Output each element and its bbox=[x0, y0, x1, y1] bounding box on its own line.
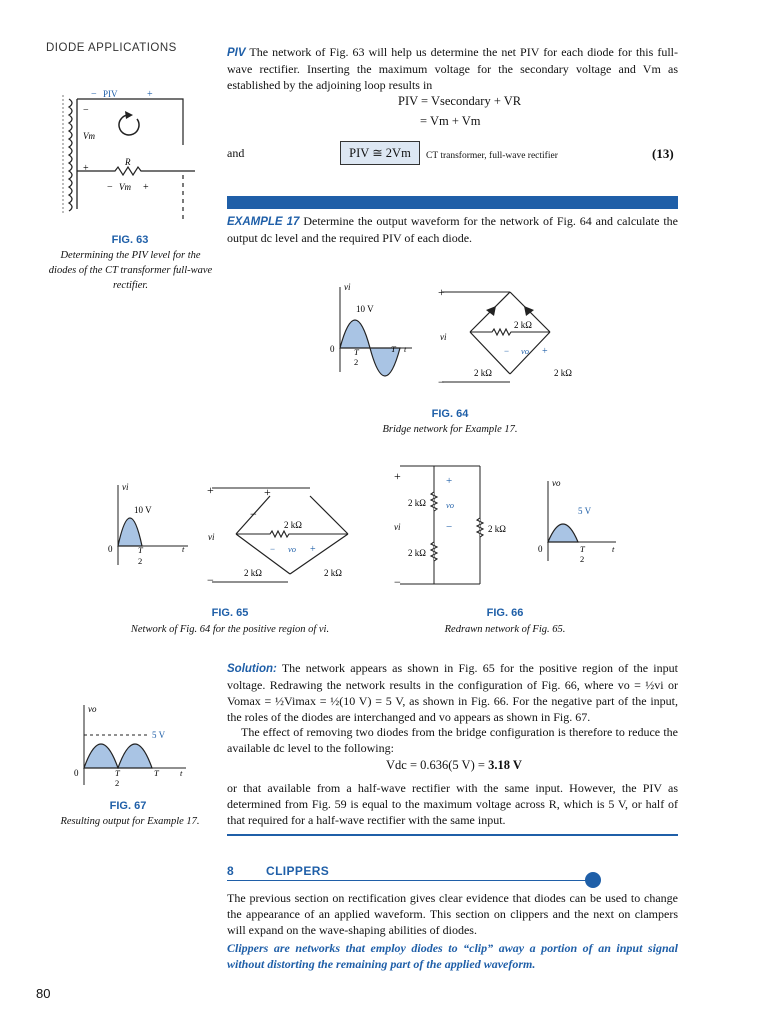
vo-minus: − bbox=[270, 544, 276, 554]
example-bar bbox=[227, 196, 678, 209]
t-half-den: 2 bbox=[138, 556, 143, 566]
minus-in: − bbox=[438, 375, 445, 389]
piv-equation-note: CT transformer, full-wave rectifier bbox=[426, 151, 558, 161]
time-label: t bbox=[404, 344, 407, 354]
piv-paragraph bbox=[227, 44, 678, 93]
and-text: and bbox=[227, 146, 245, 160]
t-half-num: T bbox=[354, 347, 359, 357]
pulse-1 bbox=[84, 744, 118, 768]
fig66-network bbox=[390, 462, 520, 590]
t-half-den: 2 bbox=[580, 554, 585, 564]
plus-in: + bbox=[394, 469, 401, 483]
clippers-emphasis: Clippers are networks that employ diodes to “clip” away a portion of an input signal without distorting the remaining part of the applied waveform. bbox=[227, 941, 678, 971]
vo-label: vo bbox=[446, 500, 455, 510]
vdc-expression: Vdc = 0.636(5 V) = bbox=[386, 758, 489, 772]
fig64-bridge bbox=[430, 282, 590, 392]
piv-text: The network of Fig. 63 will help us determine the net PIV for each diode for this full-wave rectifier. Inserting the maximum voltage for the secondary voltage and Vm as established by the adjoining loop results in bbox=[227, 45, 678, 92]
vdc-equation bbox=[386, 758, 522, 773]
divider bbox=[227, 834, 678, 836]
resistor-3 bbox=[477, 518, 483, 537]
vi-label: vi bbox=[440, 332, 447, 342]
piv-label: PIV bbox=[103, 89, 118, 99]
peak-label: 10 V bbox=[356, 304, 374, 314]
peak-label: 5 V bbox=[152, 730, 166, 740]
vo-minus: − bbox=[446, 521, 453, 533]
fig67-caption: Resulting output for Example 17. bbox=[60, 816, 200, 827]
vi-label: vi bbox=[394, 522, 401, 532]
vm-label: Vm bbox=[83, 131, 95, 141]
vi-label: vi bbox=[208, 532, 215, 542]
vi-label: vi bbox=[344, 282, 351, 292]
positive-half bbox=[118, 518, 142, 546]
clippers-paragraph: The previous section on rectification gives clear evidence that diodes can be used to change the appearance of an applied waveform. This section on clippers and the next on clampers will expand on the wave-shaping abilities of diodes. bbox=[227, 891, 678, 937]
r-right-label: 2 kΩ bbox=[554, 368, 572, 378]
resistor-top bbox=[470, 329, 550, 335]
fig67-label: FIG. 67 bbox=[109, 800, 147, 812]
clippers-title: CLIPPERS bbox=[266, 864, 330, 878]
fig63-circuit bbox=[55, 85, 205, 225]
plus-in: + bbox=[207, 483, 214, 497]
t-label: T bbox=[391, 344, 396, 354]
output-half bbox=[548, 524, 578, 542]
coil-minus: − bbox=[83, 105, 89, 116]
fig63-label: FIG. 63 bbox=[111, 234, 149, 246]
r3-label: 2 kΩ bbox=[488, 524, 506, 534]
fig65-caption: Network of Fig. 64 for the positive region of vi. bbox=[130, 624, 330, 635]
t-half-num: T bbox=[138, 545, 143, 555]
r1-label: 2 kΩ bbox=[408, 498, 426, 508]
piv-boxed-equation: PIV ≅ 2Vm bbox=[340, 141, 420, 165]
zero-label: 0 bbox=[330, 344, 335, 354]
vo-label: vo bbox=[88, 704, 97, 714]
fig66-caption: Redrawn network of Fig. 65. bbox=[444, 624, 566, 635]
equation-number: (13) bbox=[652, 146, 674, 161]
minus-in: − bbox=[394, 575, 401, 589]
vo-label: vo bbox=[552, 478, 561, 488]
section-header: DIODE APPLICATIONS bbox=[46, 42, 177, 54]
peak-label: 10 V bbox=[134, 505, 152, 515]
solution-text-2: The effect of removing two diodes from the bridge configuration is therefore to reduce the available dc level to the following: bbox=[227, 725, 678, 755]
positive-half bbox=[340, 320, 370, 348]
fig65-label: FIG. 65 bbox=[211, 607, 249, 619]
vo-plus: + bbox=[446, 475, 453, 487]
r-top-label: 2 kΩ bbox=[284, 520, 302, 530]
resistor-top bbox=[236, 531, 348, 537]
plus-in: + bbox=[438, 285, 445, 299]
pulse-2 bbox=[118, 744, 152, 768]
time-label: t bbox=[182, 544, 185, 554]
solution-text-3: or that available from a half-wave rectifier with the same input. However, the PIV as determined from Fig. 59 is equal to the maximum voltage across R, which is 5 V, or half of that required for a half-wave rectifier with the same input. bbox=[227, 781, 678, 827]
piv-plus: + bbox=[147, 89, 153, 100]
vo-label: vo bbox=[288, 544, 297, 554]
coil-plus: + bbox=[83, 163, 89, 174]
t-half-den: 2 bbox=[354, 357, 359, 367]
vo-plus: + bbox=[310, 544, 316, 555]
zero-label: 0 bbox=[108, 544, 113, 554]
fig64-waveform bbox=[320, 282, 420, 377]
vo-plus: + bbox=[542, 346, 548, 357]
t-half-num: T bbox=[580, 544, 585, 554]
fig65-waveform bbox=[100, 480, 195, 570]
r-left-label: 2 kΩ bbox=[244, 568, 262, 578]
resistor-r bbox=[77, 167, 195, 175]
t-label: T bbox=[154, 768, 159, 778]
fig65-bridge bbox=[200, 478, 360, 588]
vo-label: vo bbox=[521, 346, 530, 356]
r-top-label: 2 kΩ bbox=[514, 320, 532, 330]
piv-heading: PIV bbox=[227, 47, 246, 59]
piv-minus: − bbox=[91, 89, 97, 100]
minus-in: − bbox=[207, 573, 214, 587]
solution-paragraph bbox=[227, 660, 678, 725]
resistor-2 bbox=[431, 542, 437, 561]
time-label: t bbox=[180, 768, 183, 778]
loop-arrow bbox=[119, 115, 139, 135]
fig64-caption: Bridge network for Example 17. bbox=[382, 424, 518, 435]
vo-minus: − bbox=[504, 346, 510, 356]
vi-label: vi bbox=[122, 482, 129, 492]
fig63-caption: Determining the PIV level for the diodes of the CT transformer full-wave rectifier. bbox=[48, 250, 213, 291]
time-label: t bbox=[612, 544, 615, 554]
t-half-num: T bbox=[115, 768, 120, 778]
r-right-label: 2 kΩ bbox=[324, 568, 342, 578]
piv-equation-1: PIV = Vsecondary + VR bbox=[398, 94, 522, 108]
r-label: R bbox=[125, 157, 131, 167]
example-17 bbox=[227, 213, 678, 246]
zero-label: 0 bbox=[74, 768, 79, 778]
vm-plus: + bbox=[143, 182, 149, 193]
example-heading: EXAMPLE 17 bbox=[227, 216, 300, 228]
clippers-rule bbox=[227, 880, 589, 881]
section-dot-icon bbox=[585, 872, 601, 888]
resistor-1 bbox=[431, 492, 437, 511]
transformer-coil bbox=[63, 95, 77, 215]
peak-label: 5 V bbox=[578, 506, 592, 516]
page-number: 80 bbox=[36, 986, 51, 1001]
vdc-result: 3.18 V bbox=[488, 758, 522, 772]
fig66-label: FIG. 66 bbox=[486, 607, 524, 619]
example-text: Determine the output waveform for the network of Fig. 64 and calculate the output dc level and the required PIV of each diode. bbox=[227, 214, 679, 245]
fig64-label: FIG. 64 bbox=[431, 408, 469, 420]
fig67-waveform bbox=[64, 700, 194, 790]
r-left-label: 2 kΩ bbox=[474, 368, 492, 378]
solution-text-1: The network appears as shown in Fig. 65 for the positive region of the input voltage. Redrawing the network results in the configuration of Fig. 66, where vo = ½vi or Vomax = ½Vimax = ½(10 V) = 5 V, as shown in Fig. 66. For the negative part of the input, the roles of the diodes are interchanged and vo appears as shown in Fig. 67. bbox=[227, 661, 678, 724]
piv-equation-2: = Vm + Vm bbox=[420, 114, 481, 128]
zero-label: 0 bbox=[538, 544, 543, 554]
vm-bottom: Vm bbox=[119, 182, 131, 192]
vm-minus: − bbox=[107, 182, 113, 193]
minus-node: − bbox=[250, 507, 257, 521]
clippers-number: 8 bbox=[227, 864, 234, 878]
solution-heading: Solution: bbox=[227, 663, 277, 675]
plus-node: + bbox=[264, 485, 271, 499]
r2-label: 2 kΩ bbox=[408, 548, 426, 558]
fig66-output bbox=[530, 476, 620, 566]
t-half-den: 2 bbox=[115, 778, 120, 788]
